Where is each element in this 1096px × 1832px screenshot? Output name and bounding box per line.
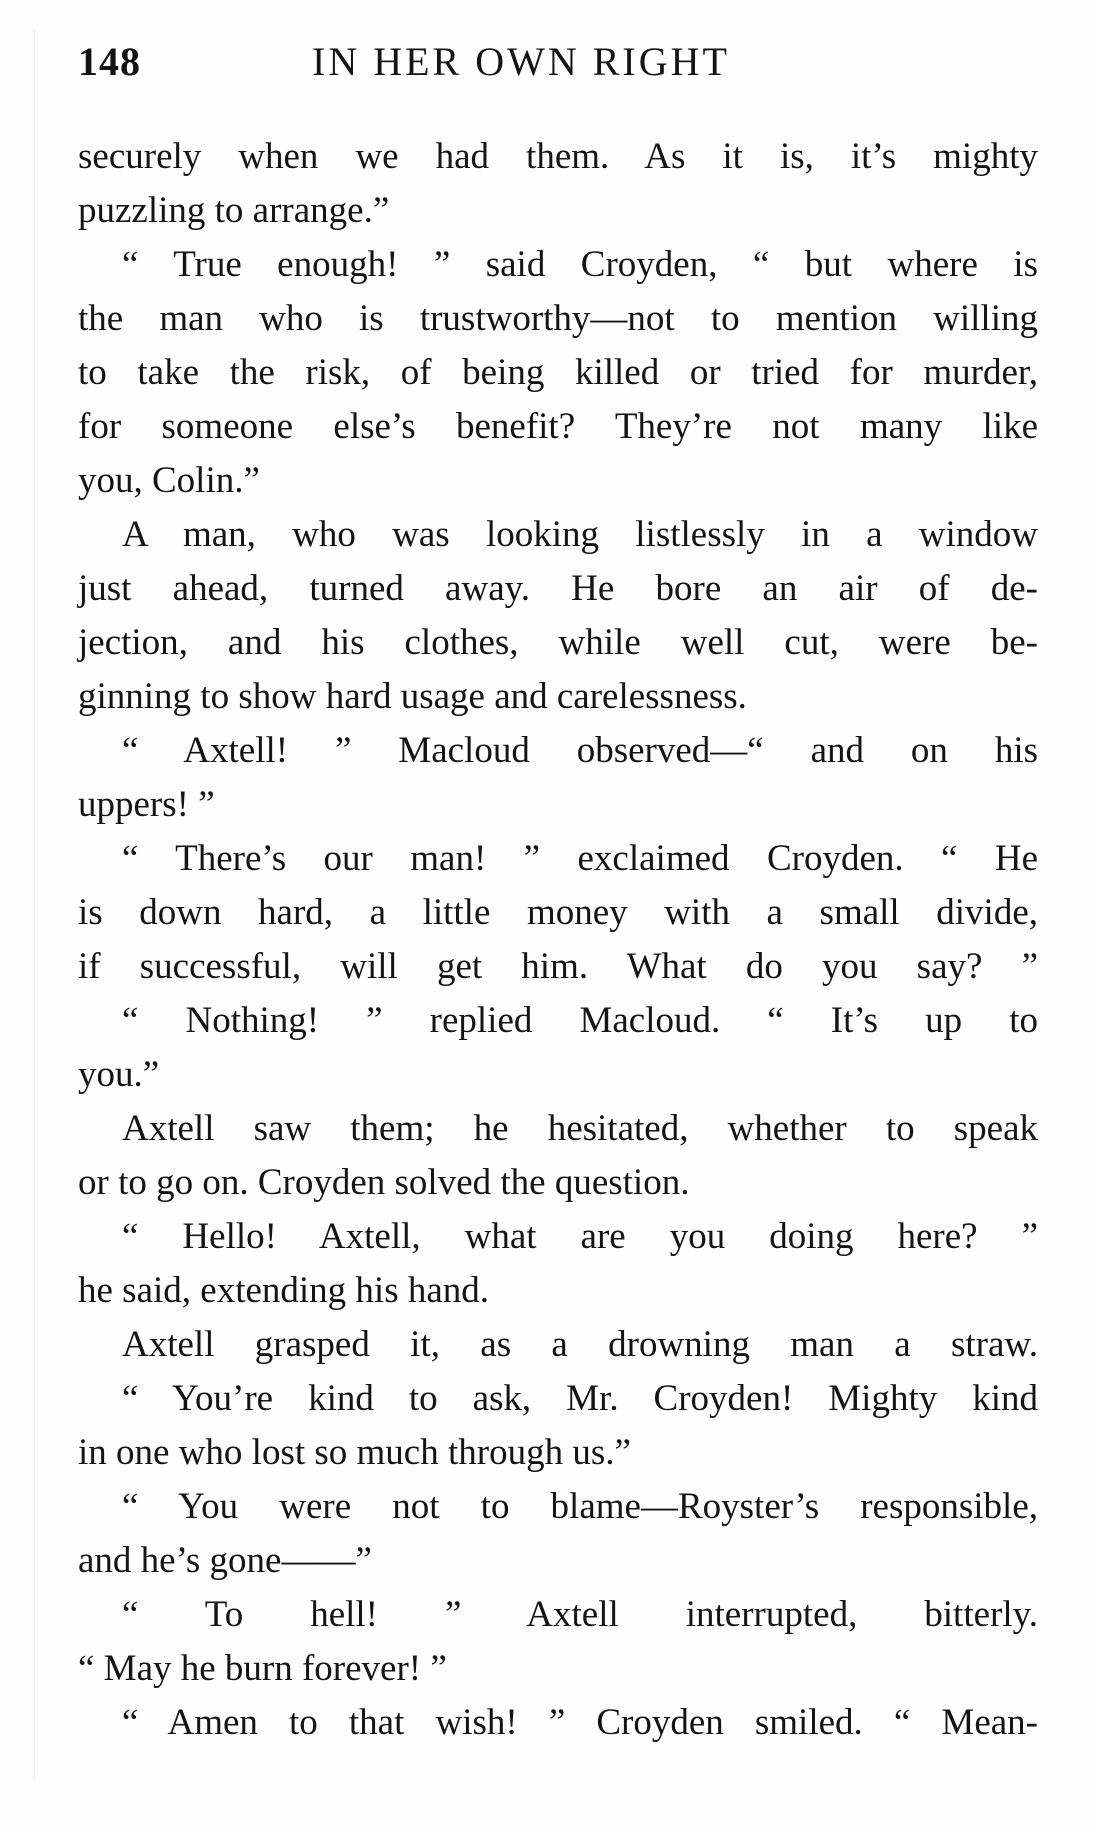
text-line: “ Amen to that wish! ” Croyden smiled. “ Mean- <box>122 1702 1038 1743</box>
text-line: Axtell grasped it, as a drowning man a straw. <box>122 1324 1038 1365</box>
text-line: the man who is trustworthy—not to mention willing <box>78 298 1038 339</box>
text-line: “ You’re kind to ask, Mr. Croyden! Mighty kind <box>122 1378 1038 1419</box>
text-line: “ There’s our man! ” exclaimed Croyden. “ He <box>122 838 1038 879</box>
text-line: “ May he burn forever! ” <box>78 1648 447 1689</box>
text-line: just ahead, turned away. He bore an air of de- <box>78 568 1038 609</box>
text-line: and he’s gone——” <box>78 1540 372 1581</box>
text-line: or to go on. Croyden solved the question. <box>78 1162 690 1203</box>
text-line: uppers! ” <box>78 784 215 825</box>
text-line: puzzling to arrange.” <box>78 190 390 231</box>
text-line: A man, who was looking listlessly in a window <box>122 514 1038 555</box>
text-line: “ Nothing! ” replied Macloud. “ It’s up to <box>122 1000 1038 1041</box>
text-line: to take the risk, of being killed or tried for murder, <box>78 352 1038 393</box>
text-line: “ Axtell! ” Macloud observed—“ and on his <box>122 730 1038 771</box>
text-line: if successful, will get him. What do you say? ” <box>78 946 1038 987</box>
text-line: securely when we had them. As it is, it’s mighty <box>78 136 1038 177</box>
text-line: in one who lost so much through us.” <box>78 1432 631 1473</box>
text-line: ginning to show hard usage and carelessness. <box>78 676 747 717</box>
text-line: he said, extending his hand. <box>78 1270 490 1311</box>
text-line: “ You were not to blame—Royster’s responsible, <box>122 1486 1038 1527</box>
page-gutter-edge <box>34 30 35 1780</box>
text-line: jection, and his clothes, while well cut, were be- <box>78 622 1038 663</box>
text-line: “ True enough! ” said Croyden, “ but where is <box>122 244 1038 285</box>
body-text <box>78 130 1038 1750</box>
text-line: for someone else’s benefit? They’re not many like <box>78 406 1038 447</box>
text-line: you, Colin.” <box>78 460 260 501</box>
text-line: “ To hell! ” Axtell interrupted, bitterly. <box>122 1594 1038 1635</box>
text-line: you.” <box>78 1054 160 1095</box>
text-line: “ Hello! Axtell, what are you doing here? ” <box>122 1216 1038 1257</box>
page-number: 148 <box>78 39 141 84</box>
text-line: is down hard, a little money with a small divide, <box>78 892 1038 933</box>
text-line: Axtell saw them; he hesitated, whether to speak <box>122 1108 1038 1149</box>
running-title: IN HER OWN RIGHT <box>312 39 730 84</box>
running-head <box>78 38 1038 98</box>
